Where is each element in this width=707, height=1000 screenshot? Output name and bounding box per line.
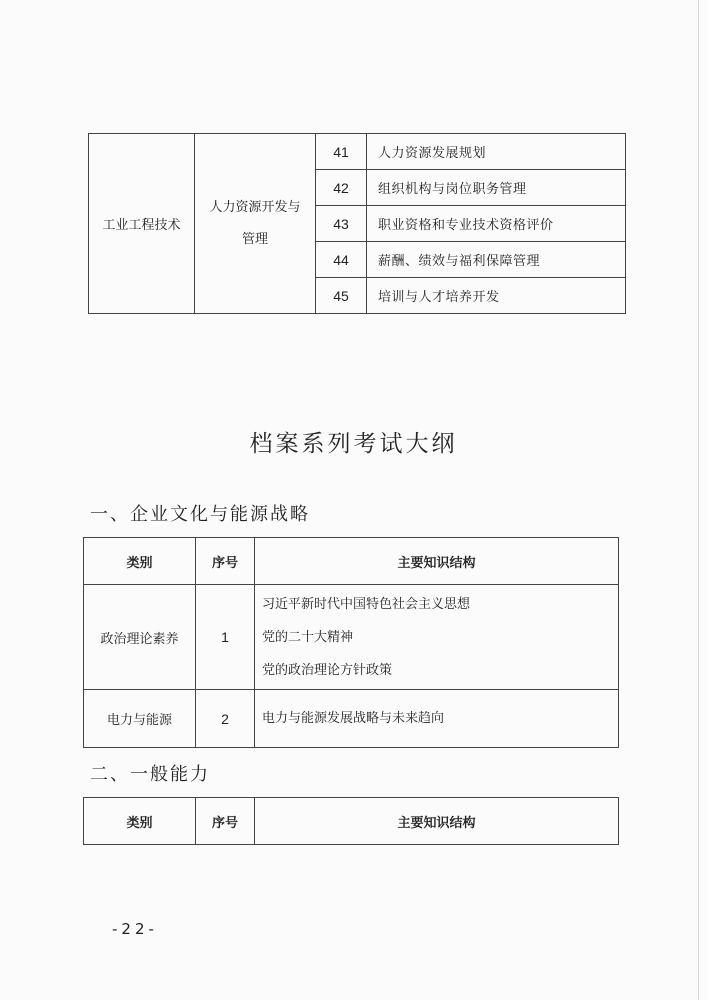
section-heading-2: 二、一般能力	[90, 764, 210, 785]
row-topic: 培训与人才培养开发	[367, 278, 626, 314]
content-line: 习近平新时代中国特色社会主义思想	[262, 596, 471, 612]
content-line: 党的政治理论方针政策	[262, 662, 393, 678]
table-header-row	[84, 538, 619, 585]
header-content: 主要知识结构	[255, 798, 619, 845]
row-content	[255, 585, 619, 690]
row-topic: 薪酬、绩效与福利保障管理	[367, 242, 626, 278]
header-category: 类别	[84, 798, 196, 845]
row-number: 42	[316, 170, 367, 206]
table-header-row	[84, 798, 619, 845]
header-category: 类别	[84, 538, 196, 585]
table-row	[89, 134, 626, 170]
page-edge	[698, 0, 699, 1000]
content-line: 党的二十大精神	[262, 629, 354, 645]
row-number: 41	[316, 134, 367, 170]
subcategory-line-1: 人力资源开发与	[209, 199, 301, 215]
header-number: 序号	[196, 798, 255, 845]
row-number: 2	[196, 690, 255, 748]
table-row	[84, 585, 619, 690]
row-content	[255, 690, 619, 748]
header-content: 主要知识结构	[255, 538, 619, 585]
section-heading-1: 一、企业文化与能源战略	[90, 504, 310, 525]
header-number: 序号	[196, 538, 255, 585]
row-number: 45	[316, 278, 367, 314]
row-topic: 职业资格和专业技术资格评价	[367, 206, 626, 242]
subcategory-line-2: 管理	[241, 231, 268, 247]
row-category: 电力与能源	[84, 690, 196, 748]
row-topic: 人力资源发展规划	[367, 134, 626, 170]
row-number: 44	[316, 242, 367, 278]
page-number: -22-	[112, 920, 158, 938]
row-category: 政治理论素养	[84, 585, 196, 690]
subcategory-cell	[195, 134, 316, 314]
hr-dev-table	[88, 133, 626, 314]
general-ability-table	[83, 797, 619, 845]
row-number: 43	[316, 206, 367, 242]
document-title: 档案系列考试大纲	[249, 431, 458, 457]
content-line: 电力与能源发展战略与未来趋向	[262, 711, 445, 726]
row-number: 1	[196, 585, 255, 690]
culture-strategy-table	[83, 537, 619, 748]
row-topic: 组织机构与岗位职务管理	[367, 170, 626, 206]
table-row	[84, 690, 619, 748]
category-cell: 工业工程技术	[89, 134, 195, 314]
